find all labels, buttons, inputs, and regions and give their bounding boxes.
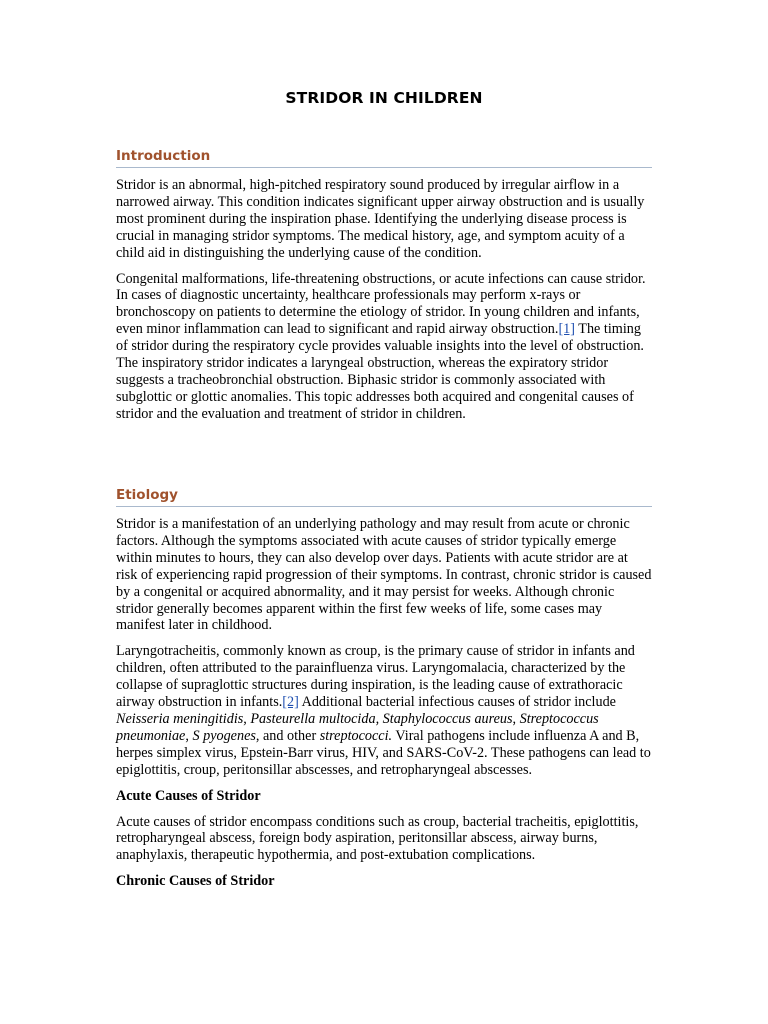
- separator-text: ,: [185, 727, 193, 744]
- separator-text: ,: [243, 710, 251, 727]
- etiology-section: [116, 487, 652, 890]
- page-title: STRIDOR IN CHILDREN: [285, 89, 483, 107]
- section-heading-introduction: Introduction: [116, 148, 652, 168]
- section-heading-etiology: Etiology: [116, 487, 652, 507]
- introduction-paragraph-2-text-b: The timing of stridor during the respiratory cycle provides valuable insights into the level of obstruction. The inspiratory stridor indicates a laryngeal obstruction, whereas the expiratory stridor suggests a tracheobronchial obstruction. Biphasic stridor is commonly associated with subglottic or glottic anomalies. This topic addresses both acquired and congenital causes of stridor and the evaluation and treatment of stridor in children.: [116, 321, 644, 422]
- acute-causes-paragraph: Acute causes of stridor encompass conditions such as croup, bacterial tracheitis, epiglottitis, retropharyngeal abscess, foreign body aspiration, peritonsillar abscess, airway burns, anaphylaxis, therapeutic hypothermia, and post-extubation complications.: [116, 813, 639, 864]
- introduction-paragraph-2-text-a: Congenital malformations, life-threatening obstructions, or acute infections can cause stridor. In cases of diagnostic uncertainty, healthcare professionals may perform x-rays or bronchoscopy on patients to determine the etiology of stridor. In young children and infants, even minor inflammation can lead to significant and rapid airway obstruction.: [116, 270, 646, 338]
- introduction-paragraph-1: Stridor is an abnormal, high-pitched respiratory sound produced by irregular airflow in a narrowed airway. This condition indicates significant upper airway obstruction and is usually most prominent during the inspiration phase. Identifying the underlying disease process is crucial in managing stridor symptoms. The medical history, age, and symptom acuity of a child aid in distinguishing the underlying cause of the condition.: [116, 177, 645, 261]
- pathogen-pasteurella-staphylococcus: Pasteurella multocida, Staphylococcus aureus: [250, 710, 513, 727]
- reference-link-2[interactable]: [2]: [282, 694, 299, 711]
- introduction-paragraph-2: [116, 271, 652, 423]
- separator-text: ,: [512, 710, 520, 727]
- introduction-section: [116, 148, 652, 423]
- reference-link-1[interactable]: [1]: [558, 321, 575, 338]
- etiology-paragraph-2-text-d: Viral pathogens include influenza A and B, herpes simplex virus, Epstein-Barr virus, HIV, and SARS-CoV-2. These pathogens can lead to epiglottitis, croup, peritonsillar abscesses, and retropharyngeal abscesses.: [116, 727, 651, 778]
- pathogen-streptococcus-pneumoniae: Streptococcus pneumoniae: [116, 710, 599, 744]
- separator-text: , and other: [255, 727, 320, 744]
- subheading-chronic-causes: Chronic Causes of Stridor: [116, 873, 275, 890]
- etiology-paragraph-2-text-b: Additional bacterial infectious causes of stridor include: [298, 694, 616, 711]
- etiology-paragraph-1: Stridor is a manifestation of an underlying pathology and may result from acute or chronic factors. Although the symptoms associated with acute causes of stridor typically emerge within minutes to hours, they can also develop over days. Patients with acute stridor are at risk of experiencing rapid progression of their symptoms. In contrast, chronic stridor is caused by a congenital or acquired abnormality, and it may persist for weeks. Although chronic stridor generally becomes apparent within the first few weeks of life, some cases may manifest later in childhood.: [116, 516, 652, 634]
- etiology-paragraph-2-text-a: Laryngotracheitis, commonly known as croup, is the primary cause of stridor in infants and children, often attributed to the parainfluenza virus. Laryngomalacia, characterized by the collapse of supraglottic structures during inspiration, is the leading cause of extrathoracic airway obstruction in infants.: [116, 643, 635, 711]
- etiology-paragraph-2: [116, 643, 652, 778]
- pathogen-streptococci: streptococci.: [319, 727, 393, 744]
- subheading-acute-causes: Acute Causes of Stridor: [116, 787, 261, 804]
- pathogen-neisseria: Neisseria meningitidis: [116, 710, 244, 727]
- pathogen-s-pyogenes: S pyogenes: [192, 727, 256, 744]
